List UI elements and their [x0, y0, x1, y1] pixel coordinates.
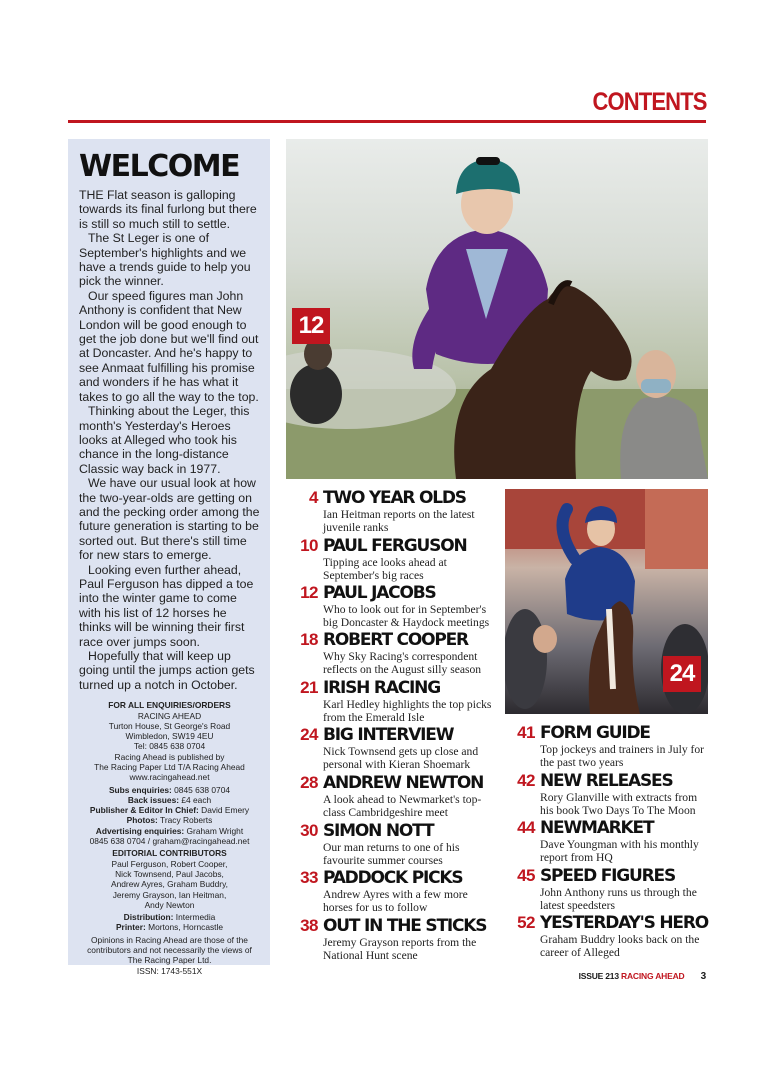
main-photo-page-badge: 12 [292, 308, 330, 344]
entry-title: ANDREW NEWTON [323, 773, 484, 793]
subs-label: Subs enquiries: [108, 784, 172, 795]
welcome-heading: WELCOME [79, 149, 240, 184]
contents-entry[interactable] [309, 488, 495, 534]
disclaimer-line: contributors and not necessarily the views of [87, 945, 252, 956]
contents-entry[interactable] [300, 821, 495, 867]
welcome-paragraph: THE Flat season is galloping towards its final furlong but there is still so much still to settle. [79, 188, 257, 231]
entry-title: ROBERT COOPER [323, 630, 468, 650]
entry-title: YESTERDAY'S HERO [540, 913, 708, 933]
contributors-line: Paul Ferguson, Robert Cooper, [111, 858, 228, 869]
page-title: CONTENTS [592, 88, 706, 116]
welcome-paragraph: Thinking about the Leger, this month's Yesterday's Heroes looks at Alleged who took his chance in the long-distance Classic way back in 1977. [79, 404, 250, 476]
printer-line [79, 922, 260, 932]
page-number: 30 [300, 821, 318, 840]
address-line: Turton House, St George's Road [108, 720, 231, 731]
contents-entry[interactable] [300, 725, 495, 771]
contents-entry[interactable] [300, 773, 495, 819]
contents-entry[interactable] [517, 818, 708, 864]
welcome-paragraph: We have our usual look at how the two-year-olds are getting on and the pecking order among the future generation is starting to be sorted out. But there's still time for new stars to emerge. [79, 476, 260, 563]
side-photo [505, 489, 708, 714]
entry-description: John Anthony runs us through the latest speedsters [540, 886, 697, 912]
entry-description: Top jockeys and trainers in July for the past two years [540, 743, 705, 769]
subs-value: 0845 638 0704 [174, 784, 231, 795]
disclaimer-line: Opinions in Racing Ahead are those of the [91, 934, 248, 945]
contributors-line: Andrew Ayres, Graham Buddry, [111, 879, 228, 890]
page-number: 41 [517, 723, 535, 742]
page-footer [579, 971, 706, 982]
entry-title: IRISH RACING [323, 678, 440, 698]
page-number: 24 [300, 725, 318, 744]
publisher-line: The Racing Paper Ltd T/A Racing Ahead [94, 762, 245, 772]
entry-title: PAUL FERGUSON [323, 536, 467, 556]
entry-description: Tipping ace looks ahead at September's big races [323, 556, 447, 582]
entry-description: Our man returns to one of his favourite summer courses [323, 841, 460, 867]
address-line: Wimbledon, SW19 4EU [125, 731, 214, 742]
page-number: 42 [517, 771, 535, 790]
page-number: 52 [517, 913, 535, 932]
entry-title: OUT IN THE STICKS [323, 916, 487, 936]
welcome-paragraph: Hopefully that will keep up going until the jumps action gets turned up a notch in October. [79, 649, 255, 692]
entry-description: Graham Buddry looks back on the career of Alleged [540, 933, 700, 959]
contents-entry[interactable] [300, 678, 495, 724]
photos-line [79, 815, 260, 825]
photos-label: Photos: [126, 815, 158, 826]
back-issues-value: £4 each [181, 794, 212, 805]
page-number: 12 [300, 583, 318, 602]
advertising-label: Advertising enquiries: [95, 825, 185, 836]
publisher-editor-label: Publisher & Editor In Chief: [89, 805, 199, 816]
distribution-label: Distribution: [123, 912, 174, 923]
entry-title: BIG INTERVIEW [323, 725, 454, 745]
entry-description: Andrew Ayres with a few more horses for us to follow [323, 888, 468, 914]
entry-description: A look ahead to Newmarket's top-class Cambridgeshire meet [323, 793, 482, 819]
entry-title: NEW RELEASES [540, 771, 673, 791]
publication-info [79, 700, 260, 976]
entry-description: Ian Heitman reports on the latest juvenile ranks [323, 508, 475, 534]
header-divider [68, 120, 706, 123]
contents-entry[interactable] [517, 913, 708, 959]
printer-label: Printer: [115, 922, 146, 933]
contents-entry[interactable] [517, 723, 708, 769]
entry-description: Karl Hedley highlights the top picks from the Emerald Isle [323, 698, 492, 724]
disclaimer-line: The Racing Paper Ltd. [127, 955, 212, 966]
entry-description: Rory Glanville with extracts from his book Two Days To The Moon [540, 791, 698, 817]
photos-value: Tracy Roberts [160, 815, 213, 826]
distribution-value: Intermedia [175, 912, 216, 923]
welcome-paragraph: Our speed figures man John Anthony is confident that New London will be good enough to get the job done but we'll find out at Doncaster. And he's happy to see Anmaat fulfilling his promise and wonders if he has what it takes to go all the way to the top. [79, 288, 259, 404]
contents-entry[interactable] [517, 866, 708, 912]
company-name: RACING AHEAD [137, 710, 202, 721]
page-number: 38 [300, 916, 318, 935]
contents-entry[interactable] [300, 630, 495, 676]
entry-title: SIMON NOTT [323, 821, 434, 841]
distribution-line [79, 912, 260, 922]
advertising-value: Graham Wright [186, 825, 244, 836]
contributors-line: Jeremy Grayson, Ian Heitman, [112, 889, 227, 900]
contents-entry[interactable] [300, 583, 495, 629]
page-number: 44 [517, 818, 535, 837]
publisher-editor-line [79, 805, 260, 815]
contents-entry[interactable] [300, 536, 495, 582]
back-issues-label: Back issues: [127, 794, 180, 805]
issn: ISSN: 1743-551X [136, 965, 203, 976]
printer-value: Mortons, Horncastle [148, 922, 224, 933]
page-number-footer: 3 [700, 971, 706, 982]
contents-entry[interactable] [300, 868, 495, 914]
entry-description: Why Sky Racing's correspondent reflects on the August silly season [323, 650, 482, 676]
entry-title: TWO YEAR OLDS [323, 488, 466, 508]
contributors-line: Nick Townsend, Paul Jacobs, [115, 868, 224, 879]
welcome-panel [68, 139, 270, 976]
entry-description: Dave Youngman with his monthly report from HQ [540, 838, 699, 864]
website-link[interactable]: www.racingahead.net [129, 772, 210, 783]
back-issues-line [79, 795, 260, 805]
contents-entry[interactable] [517, 771, 708, 817]
subs-line [79, 785, 260, 795]
page-number: 33 [300, 868, 318, 887]
publisher-line: Racing Ahead is published by [114, 751, 225, 762]
page-number: 45 [517, 866, 535, 885]
advertising-contact: 0845 638 0704 / graham@racingahead.net [89, 836, 250, 847]
entry-title: NEWMARKET [540, 818, 654, 838]
entry-title: FORM GUIDE [540, 723, 650, 743]
side-photo-page-badge: 24 [663, 656, 701, 692]
publisher-editor-value: David Emery [201, 805, 250, 816]
page-number: 21 [300, 678, 318, 697]
entry-description: Who to look out for in September's big Doncaster & Haydock meetings [323, 603, 490, 629]
contents-entry[interactable] [300, 916, 495, 962]
main-photo [286, 139, 708, 479]
contributors-heading: EDITORIAL CONTRIBUTORS [112, 848, 227, 859]
contributors-line: Andy Newton [144, 899, 195, 910]
entry-title: PAUL JACOBS [323, 583, 436, 603]
page-number: 18 [300, 630, 318, 649]
advertising-line [79, 826, 260, 836]
entry-description: Jeremy Grayson reports from the National Hunt scene [323, 936, 477, 962]
jockey-horse-illustration [286, 139, 708, 479]
page-number: 10 [300, 536, 318, 555]
entry-title: SPEED FIGURES [540, 866, 676, 886]
entry-description: Nick Townsend gets up close and personal with Kieran Shoemark [323, 745, 479, 771]
page-number: 28 [300, 773, 318, 792]
page-number: 4 [309, 488, 318, 507]
welcome-paragraph: Looking even further ahead, Paul Ferguson has dipped a toe into the winter game to come with his list of 12 horses he thinks will be winning their first race over jumps soon. [79, 562, 254, 649]
telephone: Tel: 0845 638 0704 [133, 741, 206, 752]
entry-title: PADDOCK PICKS [323, 868, 463, 888]
welcome-paragraph: The St Leger is one of September's highlights and we have a trends guide to help you pick the winner. [79, 231, 251, 289]
brand-name: RACING AHEAD [621, 971, 685, 981]
issue-label: ISSUE 213 [578, 971, 619, 981]
enquiries-heading: FOR ALL ENQUIRIES/ORDERS [108, 700, 231, 711]
